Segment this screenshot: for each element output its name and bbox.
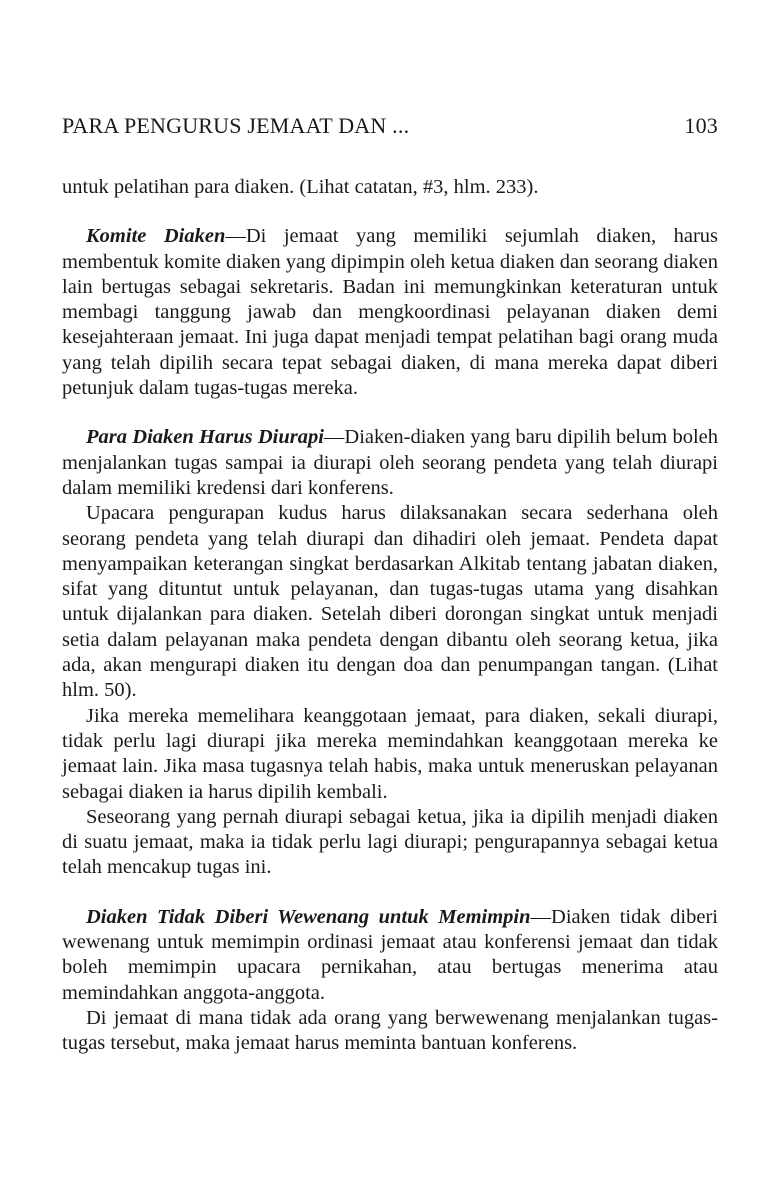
paragraph-keanggotaan: Jika mereka memelihara keanggotaan jemaat, para diaken, sekali diurapi, tidak perlu lagi diurapi jika mereka memindahkan keanggotaan mereka ke jemaat lain. Jika masa tugasnya telah habis, maka untuk meneruskan pelayanan sebagai diaken ia harus dipilih kembali. [62,704,718,803]
running-header [62,113,718,139]
section-heading-komite-diaken: Komite Diaken [86,225,226,248]
section-heading-tidak-diberi-wewenang: Diaken Tidak Diberi Wewenang untuk Memimpin [86,905,531,928]
paragraph-tidak-diberi-wewenang: Diaken Tidak Diberi Wewenang untuk Memimpin—Diaken tidak diberi wewenang untuk memimpin ordinasi jemaat atau konferensi jemaat dan tidak boleh memimpin upacara pernikahan, atau bertugas menerima atau memindahkan anggota-anggota. [62,905,718,1004]
running-title: PARA PENGURUS JEMAAT DAN ... [62,113,410,138]
paragraph-komite-diaken: Komite Diaken—Di jemaat yang memiliki sejumlah diaken, harus membentuk komite diaken yang dipimpin oleh ketua diaken dan seorang diaken lain bertugas sebagai sekretaris. Badan ini memungkinkan keteraturan untuk membagi tanggung jawab dan mengkoordinasi pelayanan diaken demi kesejahteraan jemaat. Ini juga dapat menjadi tempat pelatihan bagi orang muda yang telah dipilih secara tepat sebagai diaken, di mana mereka dapat diberi petunjuk dalam tugas-tugas mereka. [62,225,718,400]
body-text [62,175,718,1057]
page-number: 103 [684,113,718,138]
paragraph-diaken-diurapi: Para Diaken Harus Diurapi—Diaken-diaken yang baru dipilih belum boleh menjalankan tugas sampai ia diurapi oleh seorang pendeta yang telah diurapi dalam memiliki kredensi dari konferens. [62,426,718,499]
paragraph-continuation: untuk pelatihan para diaken. (Lihat catatan, #3, hlm. 233). [62,176,539,198]
paragraph-ketua-menjadi-diaken: Seseorang yang pernah diurapi sebagai ketua, jika ia dipilih menjadi diaken di suatu jemaat, maka ia tidak perlu lagi diurapi; pengurapannya sebagai ketua telah mencakup tugas ini. [62,805,718,879]
paragraph-upacara-pengurapan: Upacara pengurapan kudus harus dilaksanakan secara sederhana oleh seorang pendeta yang telah diurapi dan dihadiri oleh jemaat. Pendeta dapat menyampaikan keterangan singkat berdasarkan Alkitab tentang jabatan diaken, sifat yang dituntut untuk pelayanan, dan tugas-tugas utama yang disahkan untuk dijalankan para diaken. Setelah diberi dorongan singkat untuk menjadi setia dalam pelayanan maka pendeta dengan dibantu oleh seorang ketua, jika ada, akan mengurapi diaken itu dengan doa dan penumpangan tangan. (Lihat hlm. 50). [62,502,718,702]
paragraph-bantuan-konferens: Di jemaat di mana tidak ada orang yang berwewenang menjalankan tugas-tugas tersebut, maka jemaat harus meminta bantuan konferens. [62,1006,718,1055]
section-heading-diaken-diurapi: Para Diaken Harus Diurapi [86,426,324,449]
